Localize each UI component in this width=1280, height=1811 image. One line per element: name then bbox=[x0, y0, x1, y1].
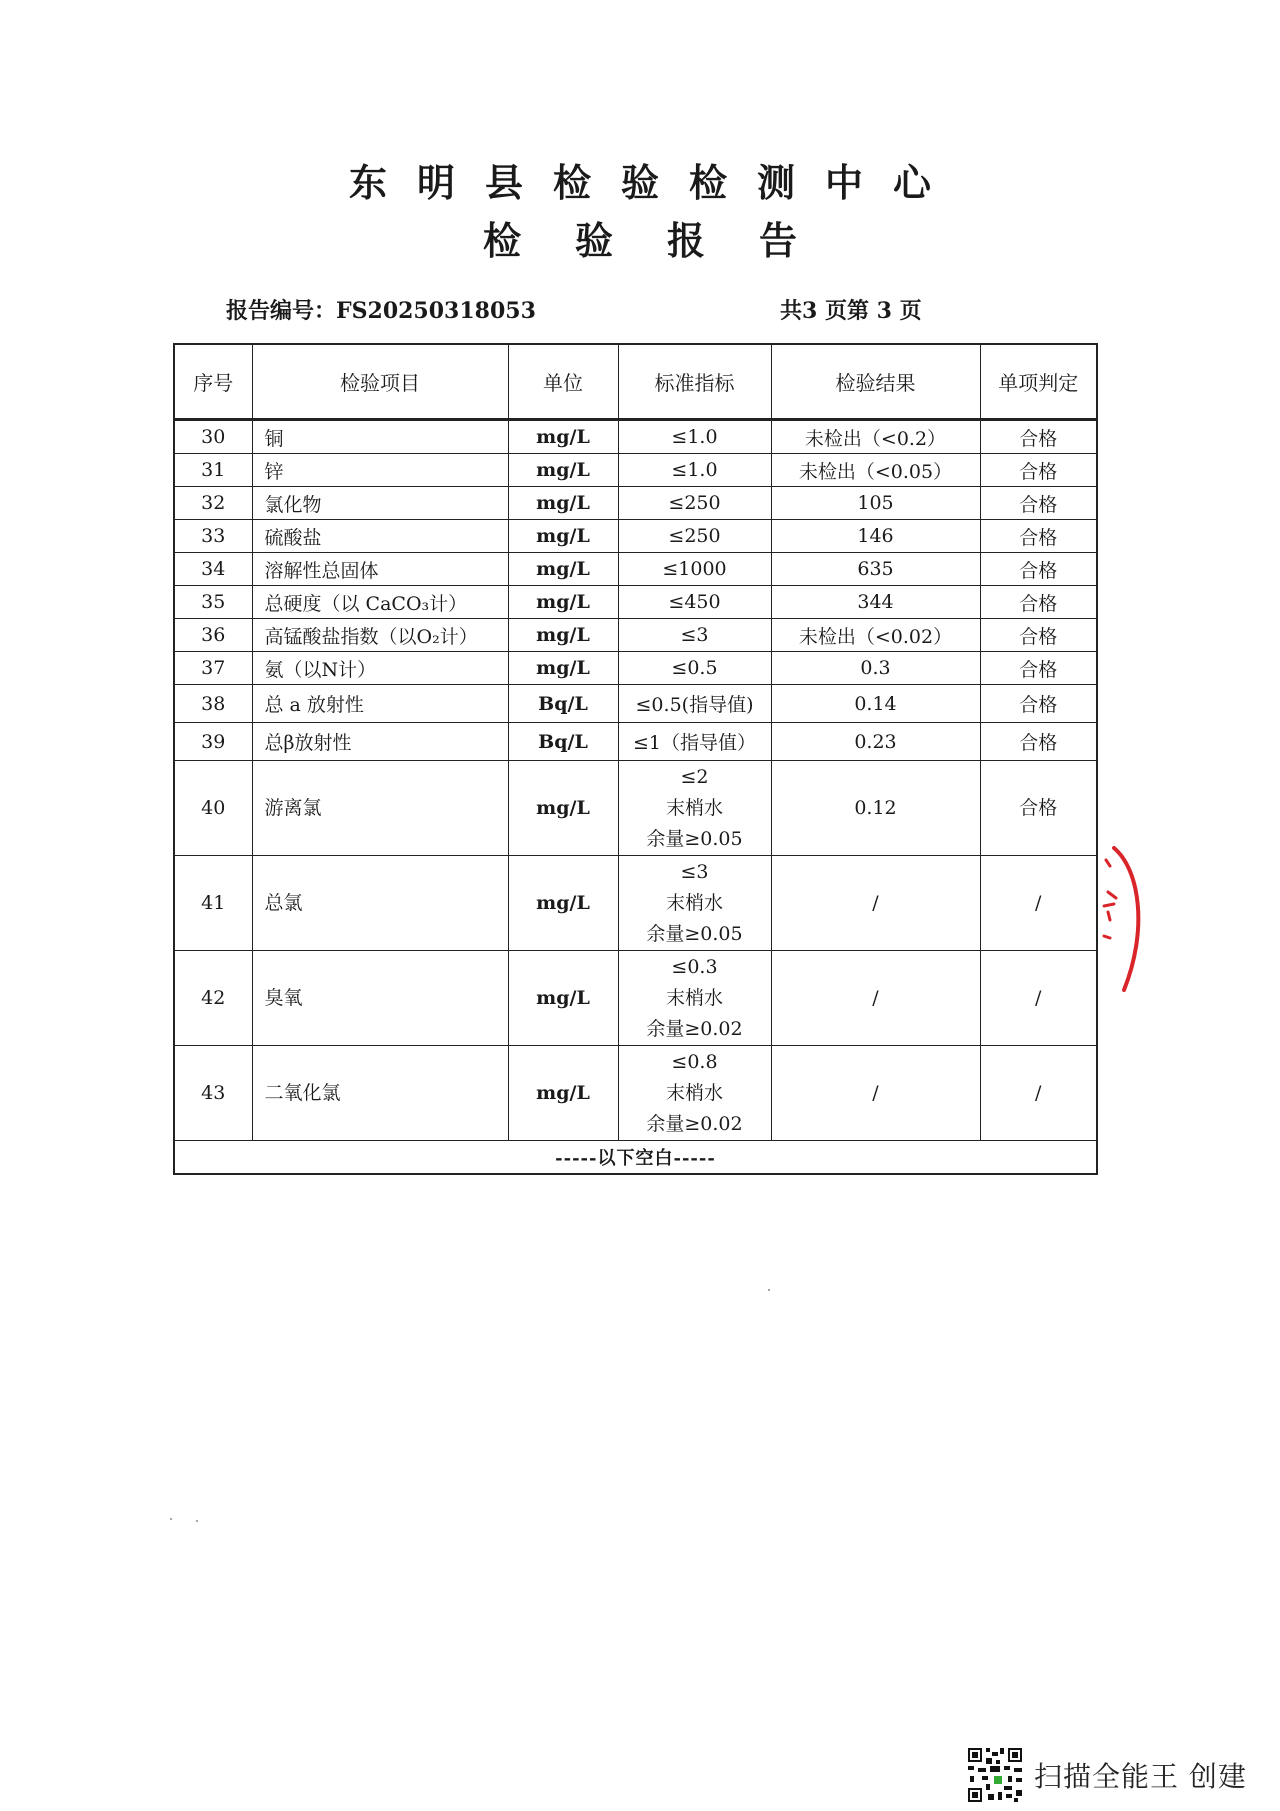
cell-unit: mg/L bbox=[508, 856, 618, 951]
scan-speck bbox=[196, 1520, 198, 1522]
table-row bbox=[174, 951, 1097, 1046]
cell-result: 未检出（<0.02） bbox=[771, 619, 980, 652]
cell-unit: mg/L bbox=[508, 619, 618, 652]
cell-verdict: 合格 bbox=[980, 685, 1097, 723]
table-row bbox=[174, 420, 1097, 454]
cell-standard bbox=[618, 520, 771, 553]
report-number: 报告编号：FS20250318053 bbox=[226, 298, 536, 324]
cell-unit: mg/L bbox=[508, 652, 618, 685]
standard-line: ≤0.3 bbox=[671, 955, 718, 978]
scan-speck bbox=[170, 1518, 172, 1520]
cell-unit: mg/L bbox=[508, 420, 618, 454]
standard-line: ≤3 bbox=[680, 860, 709, 883]
table-row bbox=[174, 619, 1097, 652]
standard-line: 末梢水 bbox=[665, 891, 723, 914]
cell-unit: mg/L bbox=[508, 487, 618, 520]
cell-result: 344 bbox=[771, 586, 980, 619]
scanner-watermark bbox=[966, 1746, 1247, 1804]
standard-line: 末梢水 bbox=[665, 796, 723, 819]
cell-result: / bbox=[771, 1046, 980, 1141]
cell-standard bbox=[618, 685, 771, 723]
cell-unit: mg/L bbox=[508, 454, 618, 487]
cell-unit: mg/L bbox=[508, 951, 618, 1046]
cell-verdict: / bbox=[980, 856, 1097, 951]
cell-standard bbox=[618, 652, 771, 685]
cell-result: 未检出（<0.2） bbox=[771, 420, 980, 454]
cell-item: 臭氧 bbox=[252, 951, 508, 1046]
red-seal-stamp bbox=[1100, 840, 1160, 1000]
col-header-result: 检验结果 bbox=[771, 344, 980, 420]
standard-line: ≤250 bbox=[668, 525, 721, 547]
cell-unit: mg/L bbox=[508, 586, 618, 619]
cell-unit: mg/L bbox=[508, 761, 618, 856]
page-info: 共3 页第 3 页 bbox=[780, 298, 922, 324]
cell-no: 43 bbox=[174, 1046, 252, 1141]
cell-verdict: 合格 bbox=[980, 723, 1097, 761]
standard-line: 末梢水 bbox=[665, 1081, 723, 1104]
standard-line: ≤0.5 bbox=[671, 657, 718, 679]
table-header-row bbox=[174, 344, 1097, 420]
cell-no: 36 bbox=[174, 619, 252, 652]
cell-no: 30 bbox=[174, 420, 252, 454]
table-row bbox=[174, 520, 1097, 553]
cell-unit: mg/L bbox=[508, 1046, 618, 1141]
cell-verdict: 合格 bbox=[980, 454, 1097, 487]
table-footer-row bbox=[174, 1141, 1097, 1175]
cell-standard bbox=[618, 1046, 771, 1141]
standard-line: ≤1000 bbox=[662, 558, 727, 580]
table-row bbox=[174, 652, 1097, 685]
standard-line: ≤2 bbox=[680, 765, 709, 788]
cell-verdict: 合格 bbox=[980, 652, 1097, 685]
cell-verdict: 合格 bbox=[980, 487, 1097, 520]
cell-standard bbox=[618, 454, 771, 487]
table-row bbox=[174, 1046, 1097, 1141]
cell-standard bbox=[618, 723, 771, 761]
results-table bbox=[173, 343, 1098, 1175]
cell-item: 总氯 bbox=[252, 856, 508, 951]
col-header-standard: 标准指标 bbox=[618, 344, 771, 420]
cell-no: 33 bbox=[174, 520, 252, 553]
cell-result: 635 bbox=[771, 553, 980, 586]
cell-result: / bbox=[771, 856, 980, 951]
cell-item: 游离氯 bbox=[252, 761, 508, 856]
cell-item: 锌 bbox=[252, 454, 508, 487]
cell-verdict: / bbox=[980, 951, 1097, 1046]
cell-item: 总β放射性 bbox=[252, 723, 508, 761]
col-header-item: 检验项目 bbox=[252, 344, 508, 420]
cell-result: / bbox=[771, 951, 980, 1046]
col-header-verdict: 单项判定 bbox=[980, 344, 1097, 420]
standard-line: ≤1.0 bbox=[671, 459, 718, 481]
cell-standard bbox=[618, 761, 771, 856]
cell-result: 0.14 bbox=[771, 685, 980, 723]
cell-standard bbox=[618, 420, 771, 454]
cell-standard bbox=[618, 619, 771, 652]
cell-unit: Bq/L bbox=[508, 685, 618, 723]
standard-line: 余量≥0.05 bbox=[646, 827, 743, 850]
cell-verdict: 合格 bbox=[980, 586, 1097, 619]
cell-item: 高锰酸盐指数（以O₂计） bbox=[252, 619, 508, 652]
blank-below-note: -----以下空白----- bbox=[174, 1141, 1097, 1175]
cell-unit: Bq/L bbox=[508, 723, 618, 761]
report-title: 检验报告 bbox=[482, 218, 851, 263]
standard-line: ≤3 bbox=[680, 624, 709, 646]
cell-no: 34 bbox=[174, 553, 252, 586]
standard-line: 余量≥0.05 bbox=[646, 922, 743, 945]
cell-standard bbox=[618, 951, 771, 1046]
cell-result: 105 bbox=[771, 487, 980, 520]
table-row bbox=[174, 487, 1097, 520]
cell-no: 32 bbox=[174, 487, 252, 520]
standard-line: ≤0.5(指导值) bbox=[635, 694, 754, 716]
cell-no: 41 bbox=[174, 856, 252, 951]
cell-item: 硫酸盐 bbox=[252, 520, 508, 553]
cell-standard bbox=[618, 586, 771, 619]
cell-unit: mg/L bbox=[508, 553, 618, 586]
cell-verdict: / bbox=[980, 1046, 1097, 1141]
cell-verdict: 合格 bbox=[980, 553, 1097, 586]
cell-result: 0.23 bbox=[771, 723, 980, 761]
table-row bbox=[174, 761, 1097, 856]
scan-speck bbox=[768, 1289, 770, 1291]
standard-line: ≤250 bbox=[668, 492, 721, 514]
cell-item: 溶解性总固体 bbox=[252, 553, 508, 586]
cell-verdict: 合格 bbox=[980, 761, 1097, 856]
cell-no: 31 bbox=[174, 454, 252, 487]
col-header-no: 序号 bbox=[174, 344, 252, 420]
cell-result: 0.12 bbox=[771, 761, 980, 856]
cell-standard bbox=[618, 487, 771, 520]
table-row bbox=[174, 553, 1097, 586]
cell-item: 总 a 放射性 bbox=[252, 685, 508, 723]
cell-no: 40 bbox=[174, 761, 252, 856]
cell-verdict: 合格 bbox=[980, 619, 1097, 652]
table-row bbox=[174, 685, 1097, 723]
cell-result: 0.3 bbox=[771, 652, 980, 685]
col-header-unit: 单位 bbox=[508, 344, 618, 420]
cell-result: 146 bbox=[771, 520, 980, 553]
cell-no: 42 bbox=[174, 951, 252, 1046]
cell-no: 39 bbox=[174, 723, 252, 761]
standard-line: 余量≥0.02 bbox=[646, 1017, 743, 1040]
standard-line: 末梢水 bbox=[665, 986, 723, 1009]
cell-verdict: 合格 bbox=[980, 420, 1097, 454]
cell-item: 二氧化氯 bbox=[252, 1046, 508, 1141]
cell-unit: mg/L bbox=[508, 520, 618, 553]
table-row bbox=[174, 856, 1097, 951]
cell-result: 未检出（<0.05） bbox=[771, 454, 980, 487]
qr-code-icon bbox=[966, 1746, 1024, 1804]
standard-line: ≤450 bbox=[668, 591, 721, 613]
scanner-watermark-text: 扫描全能王 创建 bbox=[1034, 1760, 1247, 1793]
cell-no: 38 bbox=[174, 685, 252, 723]
standard-line: ≤1.0 bbox=[671, 426, 718, 448]
cell-item: 总硬度（以 CaCO₃计） bbox=[252, 586, 508, 619]
cell-no: 37 bbox=[174, 652, 252, 685]
cell-verdict: 合格 bbox=[980, 520, 1097, 553]
standard-line: 余量≥0.02 bbox=[646, 1112, 743, 1135]
cell-standard bbox=[618, 553, 771, 586]
org-title: 东明县检验检测中心 bbox=[348, 160, 961, 205]
cell-standard bbox=[618, 856, 771, 951]
cell-no: 35 bbox=[174, 586, 252, 619]
table-row bbox=[174, 454, 1097, 487]
cell-item: 铜 bbox=[252, 420, 508, 454]
cell-item: 氨（以N计） bbox=[252, 652, 508, 685]
cell-item: 氯化物 bbox=[252, 487, 508, 520]
table-row bbox=[174, 586, 1097, 619]
standard-line: ≤1（指导值） bbox=[632, 732, 756, 754]
table-row bbox=[174, 723, 1097, 761]
standard-line: ≤0.8 bbox=[671, 1050, 718, 1073]
